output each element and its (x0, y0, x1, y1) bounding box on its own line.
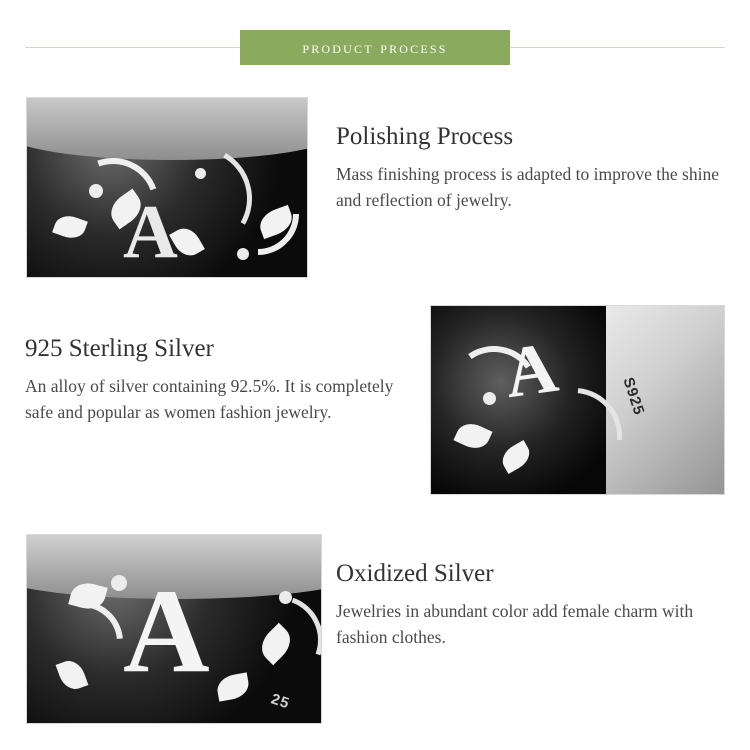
charm-letter: A (123, 190, 178, 274)
filigree-dot (279, 591, 292, 604)
polishing-process-image (26, 97, 308, 278)
filigree-dot (195, 168, 206, 179)
polishing-body: Mass finishing process is adapted to improve the shine and reflection of jewelry. (336, 164, 719, 210)
charm-letter: A (123, 564, 210, 697)
oxidized-body: Jewelries in abundant color add female charm with fashion clothes. (336, 601, 694, 647)
sterling-heading: 925 Sterling Silver (25, 335, 214, 362)
silver-purity-stamp: 25 (268, 690, 292, 713)
charm-letter: A (499, 326, 563, 414)
sterling-silver-image (430, 305, 725, 495)
sterling-body: An alloy of silver containing 92.5%. It is completely safe and popular as women fashion jewelry. (25, 376, 394, 422)
oxidized-silver-text-block (336, 560, 736, 650)
filigree-dot (89, 184, 103, 198)
filigree-petal (215, 672, 251, 701)
photo-background (431, 306, 724, 494)
charm-top-edge (26, 97, 308, 160)
photo-background (27, 535, 321, 723)
header-band (240, 30, 510, 65)
photo-background (27, 98, 307, 277)
silver-purity-stamp: S925 (619, 375, 648, 418)
oxidized-heading: Oxidized Silver (336, 560, 494, 587)
page-header (0, 30, 750, 66)
filigree-dot (237, 248, 249, 260)
oxidized-silver-image (26, 534, 322, 724)
polishing-heading: Polishing Process (336, 123, 514, 150)
page-title: product process (302, 37, 448, 57)
filigree-dot (483, 392, 496, 405)
sterling-silver-text-block (25, 335, 405, 425)
polishing-text-block (336, 123, 736, 213)
